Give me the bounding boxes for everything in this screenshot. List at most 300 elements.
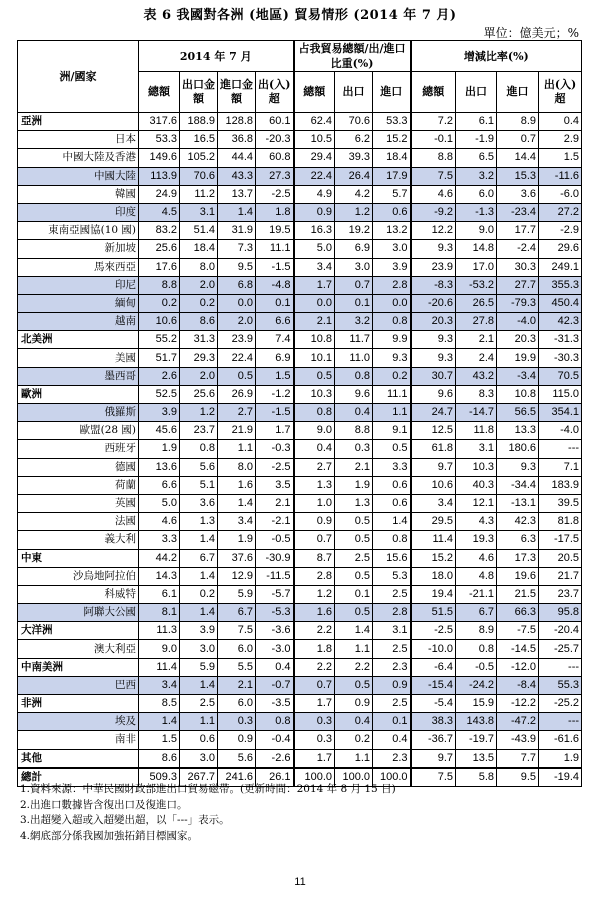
value-cell: 15.2 [373,131,411,149]
value-cell: 13.6 [139,458,180,476]
value-cell: 5.7 [373,185,411,203]
value-cell: 2.1 [256,494,294,512]
value-cell: 2.0 [180,276,218,294]
value-cell: -12.0 [497,658,539,676]
table-row [18,113,582,131]
value-cell: 0.8 [335,367,373,385]
country-name-cell: 越南 [18,313,139,331]
value-cell: 15.9 [456,695,497,713]
value-cell: 31.9 [218,222,256,240]
value-cell: -31.3 [539,331,582,349]
value-cell: 1.9 [218,531,256,549]
value-cell: 14.8 [456,240,497,258]
value-cell: 6.5 [456,149,497,167]
value-cell: 149.6 [139,149,180,167]
value-cell: 6.7 [456,604,497,622]
value-cell: 23.7 [539,585,582,603]
value-cell: -10.0 [411,640,456,658]
value-cell: 20.5 [539,549,582,567]
value-cell: 70.5 [539,367,582,385]
value-cell: -0.3 [256,440,294,458]
value-cell: 3.4 [218,513,256,531]
period-header: 2014 年 7 月 [139,41,294,72]
value-cell: 1.9 [335,476,373,494]
share-header: 占我貿易總額/出/進口比重(%) [294,41,411,72]
value-cell: 3.3 [139,531,180,549]
value-cell: 43.2 [456,367,497,385]
value-cell: 5.9 [218,585,256,603]
value-cell: 2.2 [294,658,335,676]
value-cell: 23.7 [180,422,218,440]
value-cell: 11.1 [373,385,411,403]
value-cell: -0.4 [256,731,294,749]
col-growth-total: 總額 [411,72,456,113]
value-cell: 6.3 [497,531,539,549]
col-growth-import: 進口 [497,72,539,113]
value-cell: 1.8 [294,640,335,658]
value-cell: 9.1 [373,422,411,440]
value-cell: 51.7 [139,349,180,367]
value-cell: 51.4 [180,222,218,240]
value-cell: 10.5 [294,131,335,149]
value-cell: 29.4 [294,149,335,167]
value-cell: 6.7 [218,604,256,622]
footnote: 3.出超變入超或入超變出超，以「---」表示。 [20,814,230,826]
value-cell: -20.4 [539,622,582,640]
region-name-cell: 中東 [18,549,139,567]
country-name-cell: 墨西哥 [18,367,139,385]
value-cell: 3.9 [180,622,218,640]
value-cell: 13.2 [373,222,411,240]
value-cell: 0.6 [373,476,411,494]
value-cell: 20.3 [411,313,456,331]
table-row [18,567,582,585]
value-cell: 9.0 [456,222,497,240]
value-cell: 10.8 [294,331,335,349]
value-cell: 2.7 [294,458,335,476]
value-cell: 0.7 [335,276,373,294]
value-cell: 241.6 [218,768,256,787]
value-cell: 12.9 [218,567,256,585]
value-cell: 8.0 [180,258,218,276]
value-cell: 4.6 [139,513,180,531]
value-cell: 13.7 [218,185,256,203]
value-cell: -24.2 [456,676,497,694]
value-cell: 115.0 [539,385,582,403]
value-cell: 8.6 [180,313,218,331]
value-cell: 1.4 [180,676,218,694]
value-cell: 450.4 [539,294,582,312]
value-cell: 0.3 [335,440,373,458]
value-cell: -15.4 [411,676,456,694]
table-row [18,131,582,149]
value-cell: 1.7 [294,695,335,713]
value-cell: 6.7 [180,549,218,567]
value-cell: 4.2 [335,185,373,203]
value-cell: 29.5 [411,513,456,531]
growth-header: 增減比率(%) [411,41,582,72]
value-cell: 1.5 [539,149,582,167]
value-cell: -19.7 [456,731,497,749]
value-cell: 5.0 [294,240,335,258]
value-cell: 180.6 [497,440,539,458]
value-cell: -2.5 [256,185,294,203]
value-cell: 21.9 [218,422,256,440]
value-cell: 1.4 [180,604,218,622]
value-cell: 16.3 [294,222,335,240]
value-cell: 3.2 [335,313,373,331]
value-cell: 100.0 [373,768,411,787]
value-cell: 11.8 [456,422,497,440]
value-cell: 11.0 [335,349,373,367]
value-cell: -4.8 [256,276,294,294]
value-cell: 3.0 [373,240,411,258]
value-cell: 11.3 [139,622,180,640]
value-cell: 0.8 [373,531,411,549]
value-cell: 12.1 [456,494,497,512]
value-cell: 0.4 [294,440,335,458]
value-cell: 7.1 [539,458,582,476]
value-cell: 19.2 [335,222,373,240]
table-row [18,203,582,221]
value-cell: 1.2 [294,585,335,603]
trade-table [17,40,582,787]
value-cell: 70.6 [335,113,373,131]
col-export-amount: 出口金額 [180,72,218,113]
value-cell: 19.4 [411,585,456,603]
value-cell: 1.7 [294,276,335,294]
value-cell: -5.7 [256,585,294,603]
value-cell: 26.4 [335,167,373,185]
value-cell: 22.4 [294,167,335,185]
table-row [18,440,582,458]
value-cell: -0.1 [411,131,456,149]
value-cell: 8.9 [456,622,497,640]
value-cell: -17.5 [539,531,582,549]
value-cell: 0.8 [294,404,335,422]
value-cell: 1.1 [373,404,411,422]
value-cell: 1.6 [218,476,256,494]
value-cell: 1.4 [180,531,218,549]
table-row [18,513,582,531]
country-name-cell: 南非 [18,731,139,749]
value-cell: 11.4 [411,531,456,549]
value-cell: 10.8 [497,385,539,403]
value-cell: 10.6 [411,476,456,494]
value-cell: 2.7 [218,404,256,422]
value-cell: -19.4 [539,768,582,787]
value-cell: 44.4 [218,149,256,167]
value-cell: 2.1 [218,676,256,694]
value-cell: 0.5 [335,676,373,694]
value-cell: 0.0 [373,294,411,312]
country-name-cell: 中國大陸及香港 [18,149,139,167]
value-cell: 2.1 [456,331,497,349]
value-cell: 17.6 [139,258,180,276]
table-row [18,658,582,676]
value-cell: 0.4 [335,404,373,422]
value-cell: 11.4 [139,658,180,676]
value-cell: -2.4 [497,240,539,258]
value-cell: 62.4 [294,113,335,131]
value-cell: 1.2 [335,203,373,221]
value-cell: 6.2 [335,131,373,149]
value-cell: 1.2 [180,404,218,422]
value-cell: 3.3 [373,458,411,476]
value-cell: 31.3 [180,331,218,349]
value-cell: 0.6 [373,203,411,221]
value-cell: 18.4 [373,149,411,167]
country-name-cell: 澳大利亞 [18,640,139,658]
value-cell: 1.4 [335,622,373,640]
value-cell: 55.3 [539,676,582,694]
value-cell: 1.4 [180,567,218,585]
country-name-cell: 美國 [18,349,139,367]
value-cell: 11.2 [180,185,218,203]
value-cell: 8.9 [497,113,539,131]
value-cell: 2.2 [294,622,335,640]
value-cell: 9.9 [373,331,411,349]
value-cell: 1.9 [139,440,180,458]
value-cell: 1.1 [180,713,218,731]
value-cell: 1.7 [294,749,335,768]
value-cell: 0.8 [180,440,218,458]
country-name-cell: 德國 [18,458,139,476]
value-cell: 1.1 [335,749,373,768]
value-cell: 105.2 [180,149,218,167]
value-cell: -14.7 [456,404,497,422]
value-cell: 4.3 [456,513,497,531]
value-cell: -14.5 [497,640,539,658]
value-cell: 9.5 [218,258,256,276]
value-cell: --- [539,658,582,676]
value-cell: 0.4 [335,713,373,731]
country-name-cell: 埃及 [18,713,139,731]
value-cell: 38.3 [411,713,456,731]
value-cell: 2.8 [373,276,411,294]
value-cell: -9.2 [411,203,456,221]
value-cell: 24.9 [139,185,180,203]
value-cell: -1.2 [256,385,294,403]
table-row [18,604,582,622]
value-cell: -21.1 [456,585,497,603]
value-cell: -79.3 [497,294,539,312]
value-cell: -1.3 [456,203,497,221]
value-cell: 27.8 [456,313,497,331]
value-cell: 0.5 [218,367,256,385]
table-row [18,713,582,731]
value-cell: 0.0 [218,294,256,312]
table-row [18,676,582,694]
table-row [18,404,582,422]
value-cell: 1.4 [139,713,180,731]
value-cell: 188.9 [180,113,218,131]
value-cell: 4.6 [411,185,456,203]
value-cell: -11.6 [539,167,582,185]
value-cell: -4.0 [539,422,582,440]
value-cell: 81.8 [539,513,582,531]
table-body [18,113,582,787]
value-cell: 18.0 [411,567,456,585]
value-cell: 11.1 [256,240,294,258]
value-cell: 0.9 [294,203,335,221]
table-row [18,331,582,349]
value-cell: 1.1 [218,440,256,458]
value-cell: 13.5 [456,749,497,768]
region-name-cell: 非洲 [18,695,139,713]
value-cell: 9.6 [411,385,456,403]
value-cell: -2.5 [256,458,294,476]
value-cell: 27.7 [497,276,539,294]
value-cell: 0.9 [294,513,335,531]
value-cell: 3.4 [294,258,335,276]
value-cell: 23.9 [411,258,456,276]
value-cell: -1.5 [256,258,294,276]
footnote: 4.網底部分係我國加強拓銷目標國家。 [20,829,199,842]
value-cell: 0.9 [218,731,256,749]
value-cell: -23.4 [497,203,539,221]
value-cell: 355.3 [539,276,582,294]
value-cell: 0.6 [373,494,411,512]
table-row [18,276,582,294]
value-cell: 9.7 [411,458,456,476]
value-cell: 1.4 [373,513,411,531]
value-cell: 2.5 [335,549,373,567]
value-cell: 8.8 [139,276,180,294]
value-cell: 0.8 [256,713,294,731]
value-cell: 12.5 [411,422,456,440]
value-cell: -25.7 [539,640,582,658]
value-cell: 2.4 [456,349,497,367]
value-cell: 60.8 [256,149,294,167]
value-cell: 8.0 [218,458,256,476]
table-row [18,240,582,258]
value-cell: 0.8 [373,313,411,331]
value-cell: -2.6 [256,749,294,768]
value-cell: -53.2 [456,276,497,294]
region-name-cell: 總計 [18,768,139,787]
value-cell: -36.7 [411,731,456,749]
value-cell: 19.5 [256,222,294,240]
value-cell: 6.0 [218,640,256,658]
value-cell: -34.4 [497,476,539,494]
value-cell: 0.8 [456,640,497,658]
value-cell: 19.3 [456,531,497,549]
value-cell: 0.2 [180,585,218,603]
value-cell: 0.5 [373,440,411,458]
value-cell: -3.4 [497,367,539,385]
value-cell: 4.6 [456,549,497,567]
value-cell: 1.4 [218,203,256,221]
value-cell: 23.9 [218,331,256,349]
value-cell: 20.3 [497,331,539,349]
value-cell: 8.6 [139,749,180,768]
value-cell: 3.9 [373,258,411,276]
table-row [18,367,582,385]
country-name-cell: 韓國 [18,185,139,203]
value-cell: 6.9 [256,349,294,367]
value-cell: 21.5 [497,585,539,603]
value-cell: 30.7 [411,367,456,385]
value-cell: -25.2 [539,695,582,713]
value-cell: -20.6 [411,294,456,312]
value-cell: 15.3 [497,167,539,185]
value-cell: 509.3 [139,768,180,787]
value-cell: 5.0 [139,494,180,512]
region-name-cell: 北美洲 [18,331,139,349]
value-cell: 11.7 [335,331,373,349]
value-cell: 66.3 [497,604,539,622]
value-cell: 0.3 [294,731,335,749]
value-cell: 27.3 [256,167,294,185]
value-cell: -8.4 [497,676,539,694]
value-cell: 5.6 [180,458,218,476]
value-cell: 43.3 [218,167,256,185]
value-cell: 95.8 [539,604,582,622]
value-cell: 0.4 [256,658,294,676]
value-cell: 61.8 [411,440,456,458]
value-cell: 9.3 [497,458,539,476]
table-row [18,494,582,512]
value-cell: 1.6 [294,604,335,622]
value-cell: -13.1 [497,494,539,512]
value-cell: 0.9 [373,676,411,694]
value-cell: 8.5 [139,695,180,713]
value-cell: 6.6 [139,476,180,494]
value-cell: 42.3 [497,513,539,531]
value-cell: 40.3 [456,476,497,494]
value-cell: 2.8 [373,604,411,622]
country-name-cell: 巴西 [18,676,139,694]
col-balance: 出(入)超 [256,72,294,113]
value-cell: 18.4 [180,240,218,258]
value-cell: 10.3 [456,458,497,476]
value-cell: 3.6 [180,494,218,512]
value-cell: 9.3 [411,331,456,349]
value-cell: 25.6 [139,240,180,258]
value-cell: 0.2 [373,367,411,385]
region-name-cell: 大洋洲 [18,622,139,640]
value-cell: 6.8 [218,276,256,294]
country-name-cell: 義大利 [18,531,139,549]
value-cell: 4.8 [456,567,497,585]
value-cell: 26.1 [256,768,294,787]
value-cell: 0.1 [256,294,294,312]
value-cell: 2.3 [373,749,411,768]
value-cell: 6.0 [218,695,256,713]
col-total: 總額 [139,72,180,113]
value-cell: 354.1 [539,404,582,422]
value-cell: 6.1 [456,113,497,131]
value-cell: 44.2 [139,549,180,567]
value-cell: 36.8 [218,131,256,149]
value-cell: 8.1 [139,604,180,622]
value-cell: 3.4 [139,676,180,694]
value-cell: 3.4 [411,494,456,512]
value-cell: 5.1 [180,476,218,494]
value-cell: 0.2 [139,294,180,312]
country-name-cell: 歐盟(28 國) [18,422,139,440]
value-cell: 0.5 [335,604,373,622]
value-cell: 3.0 [335,258,373,276]
value-cell: -0.5 [456,658,497,676]
country-name-cell: 日本 [18,131,139,149]
value-cell: 1.4 [218,494,256,512]
value-cell: 2.3 [373,658,411,676]
table-row [18,622,582,640]
value-cell: 5.8 [456,768,497,787]
value-cell: 6.0 [456,185,497,203]
